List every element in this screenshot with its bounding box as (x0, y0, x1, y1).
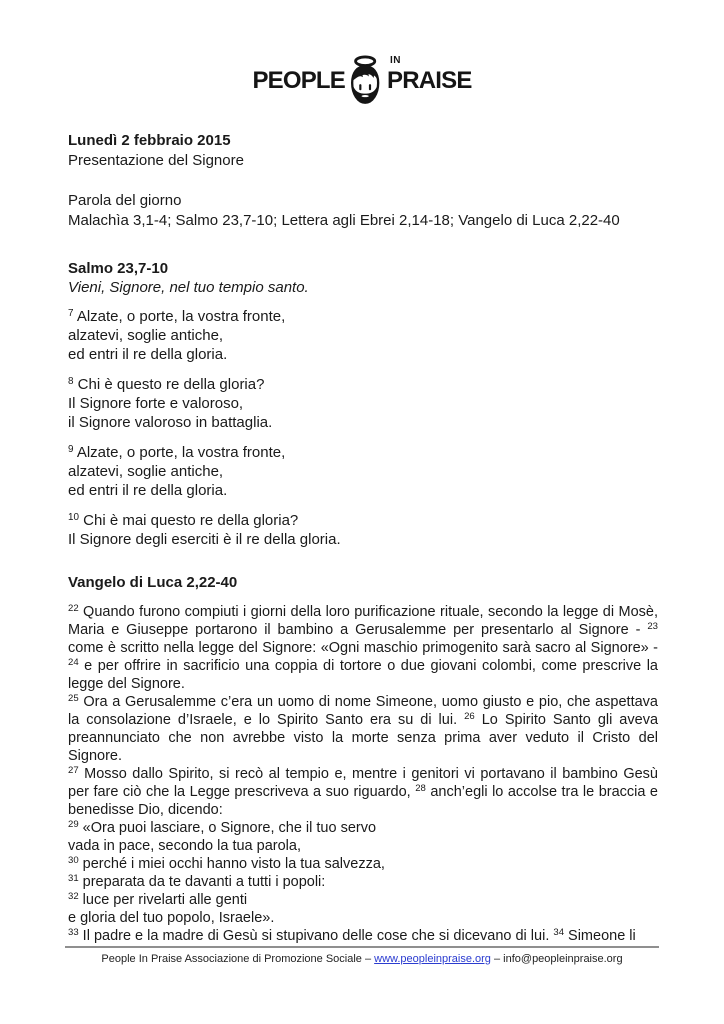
psalm-line: alzatevi, soglie antiche, (68, 327, 224, 344)
verse-number: 33 (68, 927, 79, 938)
gospel-paragraph: $^{27}$ Mosso dallo Spirito, si recò al tempio e, mentre i genitori vi portavano il bambino Gesù per fare ciò che la Legge prescriveva a suo riguardo, $^{28}$ anch’egli lo accolse tra le braccia e benedisse Dio, dicendo: (68, 765, 658, 818)
psalm-antiphon: Vieni, Signore, nel tuo tempio santo. (68, 279, 309, 296)
psalm-line: Il Signore degli eserciti è il re della gloria. (68, 531, 341, 548)
psalm-stanza (68, 307, 658, 364)
verse-number: 27 (68, 765, 79, 776)
logo-word-praise: PRAISE (387, 67, 472, 94)
psalm-line: $^7$ Alzate, o porte, la vostra fronte, (68, 308, 286, 325)
date-line: Lunedì 2 febbraio 2015 (68, 132, 231, 149)
psalm-stanza (68, 443, 658, 500)
gospel-verse-line: e gloria del tuo popolo, Israele». (68, 910, 275, 926)
verse-number: 8 (68, 376, 74, 387)
verse-number: 9 (68, 444, 74, 455)
gospel-verse-line: $^{31}$ preparata da te davanti a tutti i popoli: (68, 873, 326, 890)
psalm-line: ed entri il re della gloria. (68, 346, 228, 363)
verse-number: 26 (464, 711, 475, 722)
people-in-praise-logo (0, 53, 724, 107)
gospel-section (68, 573, 658, 945)
logo-word-people: PEOPLE (252, 67, 345, 94)
jesus-face-halo-icon (346, 53, 401, 107)
gospel-paragraph: $^{25}$ Ora a Gerusalemme c’era un uomo di nome Simeone, uomo giusto e pio, che aspettava la consolazione d’Israele, e lo Spirito Santo era su di lui. $^{26}$ Lo Spirito Santo gli aveva preannunciato che non avrebbe visto la morte senza prima aver veduto il Cristo del Signore. (68, 693, 659, 764)
psalm-line: $^8$ Chi è questo re della gloria? (68, 376, 265, 393)
footer-link[interactable]: www.peopleinpraise.org (374, 953, 491, 965)
psalm-line: alzatevi, soglie antiche, (68, 463, 224, 480)
verse-number: 25 (68, 693, 79, 704)
verse-number: 10 (68, 512, 79, 523)
psalm-section (68, 259, 658, 549)
gospel-verse-line: vada in pace, secondo la tua parola, (68, 838, 301, 854)
psalm-stanza (68, 511, 658, 549)
gospel-verse-line: $^{30}$ perché i miei occhi hanno visto la tua salvezza, (68, 855, 385, 872)
verse-number: 7 (68, 308, 74, 319)
verse-number: 29 (68, 819, 79, 830)
page-footer (65, 946, 659, 966)
verse-number: 28 (415, 783, 426, 794)
readings-line: Malachìa 3,1-4; Salmo 23,7-10; Lettera agli Ebrei 2,14-18; Vangelo di Luca 2,22-40 (68, 212, 620, 229)
gospel-paragraph: $^{22}$ Quando furono compiuti i giorni della loro purificazione rituale, secondo la legge di Mosè, Maria e Giuseppe portarono il bambino a Gerusalemme per presentarlo al Signore - $^{23}$ come è scritto nella legge del Signore: «Ogni maschio primogenito sarà sacro al Signore» - $^{24}$ e per offrire in sacrificio una coppia di tortore o due giovani colombi, come prescrive la legge del Signore. (68, 603, 658, 692)
verse-number: 23 (647, 621, 658, 632)
gospel-body (68, 603, 658, 945)
psalm-line: $^{10}$ Chi è mai questo re della gloria? (68, 512, 299, 529)
logo-badge-in: IN (390, 55, 401, 66)
verse-number: 31 (68, 873, 79, 884)
verse-number: 22 (68, 603, 79, 614)
psalm-stanza (68, 375, 658, 432)
gospel-title: Vangelo di Luca 2,22-40 (68, 574, 238, 591)
verse-number: 30 (68, 855, 79, 866)
psalm-line: $^9$ Alzate, o porte, la vostra fronte, (68, 444, 286, 461)
footer-text-before: People In Praise Associazione di Promozione Sociale – (101, 953, 375, 965)
psalm-line: Il Signore forte e valoroso, (68, 395, 244, 412)
gospel-paragraph: $^{33}$ Il padre e la madre di Gesù si stupivano delle cose che si dicevano di lui. $^{34}$ Simeone li (68, 927, 636, 944)
psalm-stanzas (68, 307, 658, 549)
psalm-title: Salmo 23,7-10 (68, 260, 169, 277)
verse-number: 24 (68, 657, 79, 668)
footer-text-after: – info@peopleinpraise.org (490, 953, 623, 965)
psalm-line: il Signore valoroso in battaglia. (68, 414, 273, 431)
verse-number: 34 (553, 927, 565, 938)
psalm-line: ed entri il re della gloria. (68, 482, 228, 499)
word-of-day-label: Parola del giorno (68, 192, 182, 209)
gospel-verse-line: $^{29}$ «Ora puoi lasciare, o Signore, che il tuo servo (68, 819, 377, 836)
feast-line: Presentazione del Signore (68, 152, 244, 169)
verse-number: 32 (68, 891, 79, 902)
gospel-verse-line: $^{32}$ luce per rivelarti alle genti (68, 891, 248, 908)
document-header (68, 131, 658, 231)
